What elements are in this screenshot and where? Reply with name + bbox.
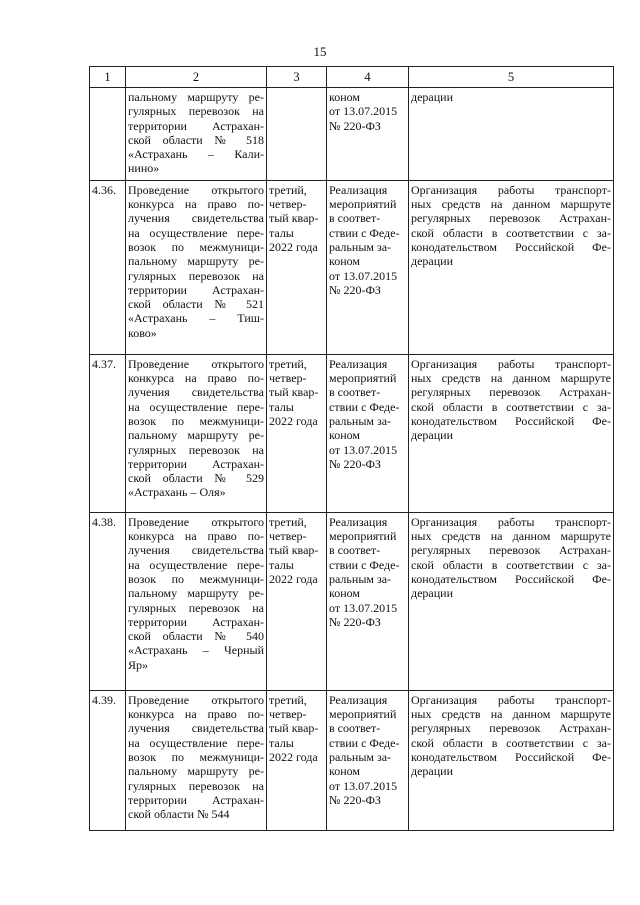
text-line: № 220-ФЗ [329, 118, 381, 133]
text-line: четвер- [269, 197, 307, 212]
text-line: ствии с Феде- [329, 557, 400, 572]
legal-basis [327, 354, 409, 512]
text-line: мероприятий [329, 197, 397, 212]
text-line: конодательством Российской Фе- [411, 413, 611, 428]
execution-term [267, 180, 327, 354]
text-line: тый квар- [269, 385, 319, 400]
text-line: пальному маршруту ре- [128, 90, 264, 104]
text-line: Реализация [329, 692, 388, 707]
table-header-row [90, 67, 614, 88]
execution-term [267, 354, 327, 512]
table-row [90, 354, 614, 512]
text-line: территории Астрахан- [128, 614, 264, 629]
text-line: ральным за- [329, 571, 392, 586]
text-line: «Астрахань – Черный [128, 643, 264, 658]
column-header: 4 [327, 67, 409, 88]
expected-result [409, 88, 614, 181]
text-line: ствии с Феде- [329, 225, 400, 240]
text-line: от 13.07.2015 [329, 442, 398, 457]
text-line: ской области № 544 [128, 807, 230, 822]
text-line: ской области в соответствии с за- [411, 399, 611, 414]
text-line: пальному маршруту ре- [128, 764, 264, 779]
text-line: регулярных перевозок Астрахан- [411, 721, 611, 736]
measure-description [126, 354, 267, 512]
text-line: конкурса на право по- [128, 707, 264, 722]
text-line: № 220-ФЗ [329, 614, 381, 629]
text-line: пальному маршруту ре- [128, 586, 264, 601]
text-line: талы [269, 399, 294, 414]
text-line: Реализация [329, 182, 388, 197]
text-line: третий, [269, 692, 307, 707]
legal-basis [327, 88, 409, 181]
text-line: на осуществление пере- [128, 225, 264, 240]
text-line: дерации [411, 586, 454, 601]
text-line: лучения свидетельства [128, 211, 264, 226]
text-line: ральным за- [329, 413, 392, 428]
expected-result [409, 180, 614, 354]
text-line: регулярных перевозок Астрахан- [411, 385, 611, 400]
execution-term [267, 512, 327, 690]
text-line: гулярных перевозок на [128, 104, 264, 119]
text-line: возок по межмуници- [128, 571, 264, 586]
text-line: № 220-ФЗ [329, 456, 381, 471]
text-line: от 13.07.2015 [329, 104, 398, 119]
text-line: возок по межмуници- [128, 749, 264, 764]
text-line: лучения свидетельства [128, 543, 264, 558]
text-line: нино» [128, 161, 160, 176]
text-line: коном [329, 254, 361, 269]
text-line: ской области № 529 [128, 471, 264, 486]
column-header: 1 [90, 67, 126, 88]
item-number: 4.38. [90, 512, 126, 690]
text-line: коном [329, 586, 361, 601]
text-line: «Астрахань – Оля» [128, 485, 226, 500]
text-line: мероприятий [329, 707, 397, 722]
text-line: лучения свидетельства [128, 385, 264, 400]
column-header: 3 [267, 67, 327, 88]
column-header: 2 [126, 67, 267, 88]
measure-description [126, 512, 267, 690]
text-line: № 220-ФЗ [329, 282, 381, 297]
text-line: Организация работы транспорт- [411, 692, 611, 707]
text-line: возок по межмуници- [128, 239, 264, 254]
measure-description [126, 88, 267, 181]
text-line: Организация работы транспорт- [411, 356, 611, 371]
text-line: конодательством Российской Фе- [411, 239, 611, 254]
text-line: конкурса на право по- [128, 529, 264, 544]
text-line: в соответ- [329, 211, 381, 226]
text-line: третий, [269, 182, 307, 197]
text-line: на осуществление пере- [128, 557, 264, 572]
text-line: коном [329, 428, 361, 443]
text-line: дерации [411, 90, 454, 104]
text-line: ральным за- [329, 239, 392, 254]
table-row [90, 180, 614, 354]
text-line: четвер- [269, 371, 307, 386]
text-line: пальному маршруту ре- [128, 428, 264, 443]
text-line: ской области в соответствии с за- [411, 225, 611, 240]
text-line: на осуществление пере- [128, 735, 264, 750]
text-line: в соответ- [329, 543, 381, 558]
text-line: возок по межмуници- [128, 413, 264, 428]
text-line: Проведение открытого [128, 356, 264, 371]
text-line: ково» [128, 325, 157, 340]
text-line: ской области № 518 [128, 132, 264, 147]
text-line: гулярных перевозок на [128, 268, 264, 283]
text-line: на осуществление пере- [128, 399, 264, 414]
execution-term [267, 690, 327, 830]
text-line: мероприятий [329, 529, 397, 544]
text-line: 2022 года [269, 239, 318, 254]
text-line: гулярных перевозок на [128, 442, 264, 457]
text-line: ствии с Феде- [329, 735, 400, 750]
text-line: талы [269, 735, 294, 750]
text-line: конодательством Российской Фе- [411, 749, 611, 764]
text-line: в соответ- [329, 721, 381, 736]
text-line: гулярных перевозок на [128, 600, 264, 615]
text-line: ской области № 521 [128, 297, 264, 312]
text-line: тый квар- [269, 211, 319, 226]
text-line: ральным за- [329, 749, 392, 764]
text-line: четвер- [269, 529, 307, 544]
item-number: 4.36. [90, 180, 126, 354]
measure-description [126, 180, 267, 354]
expected-result [409, 690, 614, 830]
text-line: коном [329, 764, 361, 779]
text-line: конкурса на право по- [128, 197, 264, 212]
text-line: регулярных перевозок Астрахан- [411, 211, 611, 226]
expected-result [409, 354, 614, 512]
text-line: тый квар- [269, 543, 319, 558]
text-line: талы [269, 557, 294, 572]
table-row [90, 512, 614, 690]
text-line: Реализация [329, 356, 388, 371]
text-line: от 13.07.2015 [329, 778, 398, 793]
text-line: гулярных перевозок на [128, 778, 264, 793]
text-line: от 13.07.2015 [329, 268, 398, 283]
measures-table [89, 66, 614, 831]
page-number: 15 [313, 44, 327, 59]
text-line: «Астрахань – Тиш- [128, 311, 264, 326]
text-line: регулярных перевозок Астрахан- [411, 543, 611, 558]
text-line: 2022 года [269, 749, 318, 764]
legal-basis [327, 512, 409, 690]
text-line: № 220-ФЗ [329, 792, 381, 807]
text-line: коном [329, 90, 361, 104]
text-line: в соответ- [329, 385, 381, 400]
text-line: Проведение открытого [128, 514, 264, 529]
text-line: 2022 года [269, 571, 318, 586]
text-line: Организация работы транспорт- [411, 182, 611, 197]
text-line: ской области в соответствии с за- [411, 557, 611, 572]
text-line: «Астрахань – Кали- [128, 147, 264, 162]
item-number [90, 88, 126, 181]
text-line: Проведение открытого [128, 692, 264, 707]
text-line: четвер- [269, 707, 307, 722]
text-line: мероприятий [329, 371, 397, 386]
text-line: третий, [269, 514, 307, 529]
text-line: ных средств на данном маршруте [411, 371, 611, 386]
text-line: третий, [269, 356, 307, 371]
column-header: 5 [409, 67, 614, 88]
item-number: 4.37. [90, 354, 126, 512]
text-line: ных средств на данном маршруте [411, 197, 611, 212]
text-line: конкурса на право по- [128, 371, 264, 386]
legal-basis [327, 180, 409, 354]
text-line: ствии с Феде- [329, 399, 400, 414]
execution-term [267, 88, 327, 181]
expected-result [409, 512, 614, 690]
legal-basis [327, 690, 409, 830]
text-line: лучения свидетельства [128, 721, 264, 736]
text-line: пальному маршруту ре- [128, 254, 264, 269]
text-line: ных средств на данном маршруте [411, 707, 611, 722]
text-line: Организация работы транспорт- [411, 514, 611, 529]
text-line: дерации [411, 428, 454, 443]
text-line: территории Астрахан- [128, 282, 264, 297]
measure-description [126, 690, 267, 830]
text-line: дерации [411, 254, 454, 269]
text-line: дерации [411, 764, 454, 779]
table-row [90, 690, 614, 830]
text-line: территории Астрахан- [128, 792, 264, 807]
text-line: Проведение открытого [128, 182, 264, 197]
text-line: территории Астрахан- [128, 456, 264, 471]
text-line: конодательством Российской Фе- [411, 571, 611, 586]
text-line: Яр» [128, 657, 149, 672]
item-number: 4.39. [90, 690, 126, 830]
text-line: ской области № 540 [128, 629, 264, 644]
text-line: Реализация [329, 514, 388, 529]
text-line: 2022 года [269, 413, 318, 428]
text-line: территории Астрахан- [128, 118, 264, 133]
text-line: ской области в соответствии с за- [411, 735, 611, 750]
text-line: тый квар- [269, 721, 319, 736]
table-row [90, 88, 614, 181]
text-line: талы [269, 225, 294, 240]
text-line: от 13.07.2015 [329, 600, 398, 615]
text-line: ных средств на данном маршруте [411, 529, 611, 544]
